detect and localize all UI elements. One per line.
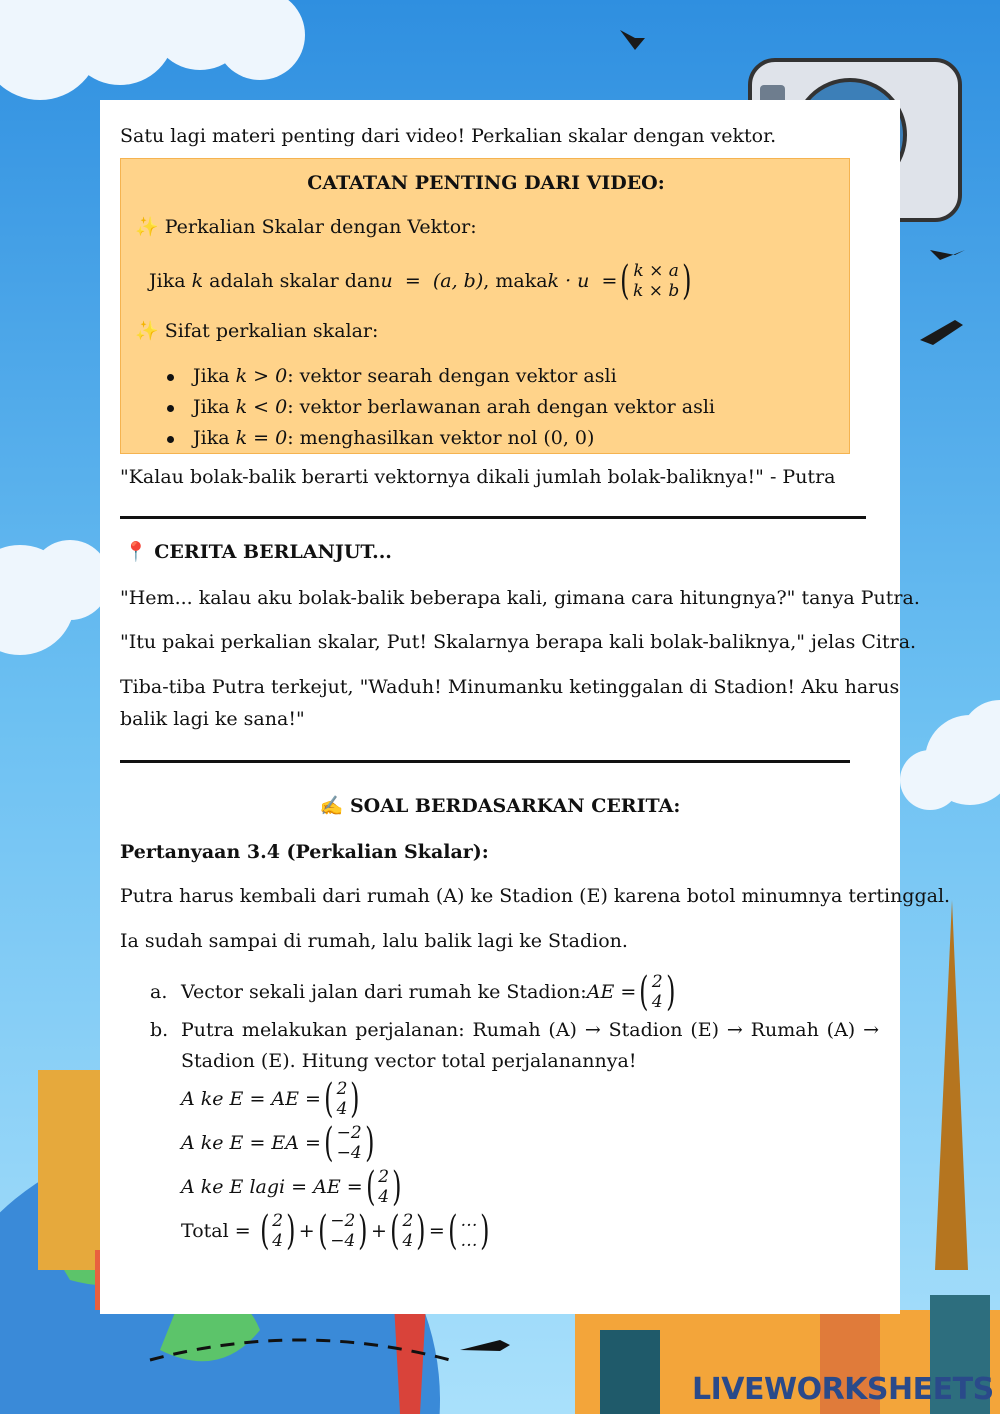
- question-text-1: Putra harus kembali dari rumah (A) ke Stadion (E) karena botol minumnya tertinggal.: [120, 885, 951, 907]
- bullet-item: [193, 395, 715, 419]
- bullet-math: k > 0: [235, 365, 288, 387]
- vector-bottom: 4: [402, 1231, 414, 1251]
- vector-step-1: ( 2 4 ): [324, 1076, 360, 1122]
- bullet-text: : menghasilkan vektor nol (0, 0): [287, 427, 595, 449]
- scalar-formula: [149, 257, 695, 305]
- writing-hand-icon: ✍️: [319, 795, 344, 817]
- bullet-text: Jika: [193, 427, 236, 449]
- equals-sign: =: [428, 1220, 445, 1242]
- blank-bottom: …: [460, 1231, 478, 1251]
- formula-u: u: [380, 270, 393, 292]
- note-heading-1: [135, 215, 477, 239]
- bullet-item: [193, 426, 594, 450]
- formula-ab: (a, b): [432, 270, 484, 292]
- total-line: [181, 1209, 493, 1253]
- step-3: [181, 1165, 405, 1209]
- note-heading-1-text: Perkalian Skalar dengan Vektor:: [164, 216, 477, 238]
- sparkles-icon: ✨: [135, 320, 159, 342]
- item-a-text: Vector sekali jalan dari rumah ke Stadion:: [181, 981, 587, 1003]
- vector-bottom: 4: [651, 992, 663, 1012]
- bullet-dot: [167, 405, 174, 412]
- formula-part: , maka: [483, 270, 548, 292]
- vector-top: k × a: [633, 261, 679, 281]
- bullet-math: k = 0: [235, 427, 288, 449]
- formula-part: Jika: [149, 270, 186, 292]
- note-heading-2-text: Sifat perkalian skalar:: [164, 320, 379, 342]
- note-title: CATATAN PENTING DARI VIDEO:: [307, 172, 665, 194]
- item-b-line-2: Stadion (E). Hitung vector total perjalanannya!: [181, 1050, 637, 1072]
- vector-top: 2: [651, 972, 663, 992]
- step-3-label: A ke E lagi = AE =: [181, 1176, 363, 1198]
- vector-total-2: ( −2 −4 ): [317, 1208, 368, 1254]
- bullet-item: [193, 364, 617, 388]
- step-1: [181, 1077, 363, 1121]
- vector-bottom: 4: [336, 1099, 348, 1119]
- formula-equals: =: [404, 270, 421, 292]
- vector-top: −2: [336, 1123, 362, 1143]
- bullet-dot: [167, 436, 174, 443]
- question-text-2: Ia sudah sampai di rumah, lalu balik lagi ke Stadion.: [120, 930, 628, 952]
- intro-text: Satu lagi materi penting dari video! Perkalian skalar dengan vektor.: [120, 125, 777, 147]
- bullet-text: : vektor searah dengan vektor asli: [287, 365, 617, 387]
- soal-title: SOAL BERDASARKAN CERITA:: [349, 795, 681, 817]
- liveworksheets-logo[interactable]: LIVEWORKSHEETS: [692, 1372, 994, 1407]
- vector-top: 2: [378, 1167, 390, 1187]
- story-title: CERITA BERLANJUT...: [154, 541, 392, 563]
- vector-bottom: −4: [330, 1231, 356, 1251]
- vector-step-3: ( 2 4 ): [365, 1164, 402, 1210]
- important-note-box: [120, 158, 850, 454]
- divider-1: [120, 516, 866, 519]
- question-title: Pertanyaan 3.4 (Perkalian Skalar):: [120, 841, 489, 863]
- vector-total-3: ( 2 4 ): [389, 1208, 426, 1254]
- vector-top: 2: [336, 1079, 348, 1099]
- total-label: Total =: [181, 1220, 251, 1242]
- formula-result-vector: ( k × a k × b ): [620, 258, 692, 304]
- formula-equals: =: [601, 270, 618, 292]
- vector-top: −2: [330, 1211, 356, 1231]
- vector-bottom: 4: [272, 1231, 284, 1251]
- formula-part: adalah skalar dan: [209, 270, 381, 292]
- vector-bottom: k × b: [633, 281, 680, 301]
- answer-vector-blank[interactable]: ( … … ): [447, 1208, 490, 1254]
- step-1-label: A ke E = AE =: [181, 1088, 321, 1110]
- item-a-label: a.: [150, 981, 168, 1003]
- step-2-label: A ke E = EA =: [181, 1132, 321, 1154]
- putra-quote: "Kalau bolak-balik berarti vektornya dikali jumlah bolak-baliknya!" - Putra: [120, 466, 836, 488]
- plus-sign: +: [298, 1220, 315, 1242]
- item-a: [181, 970, 678, 1014]
- vector-top: 2: [272, 1211, 284, 1231]
- bullet-text: Jika: [193, 396, 236, 418]
- sparkles-icon: ✨: [135, 216, 159, 238]
- bullet-dot: [167, 374, 174, 381]
- item-b-label: b.: [150, 1019, 169, 1041]
- story-heading: [124, 540, 392, 564]
- formula-ku: k · u: [547, 270, 590, 292]
- vector-top: 2: [402, 1211, 414, 1231]
- vector-step-2: ( −2 −4 ): [324, 1120, 375, 1166]
- note-heading-2: [135, 319, 378, 343]
- divider-2: [120, 760, 850, 763]
- item-a-math: AE =: [586, 981, 637, 1003]
- story-paragraph-1: "Hem... kalau aku bolak-balik beberapa kali, gimana cara hitungnya?" tanya Putra.: [120, 587, 920, 609]
- bullet-text: : vektor berlawanan arah dengan vektor asli: [287, 396, 715, 418]
- formula-k: k: [191, 270, 204, 292]
- vector-total-1: ( 2 4 ): [259, 1208, 296, 1254]
- story-paragraph-2: "Itu pakai perkalian skalar, Put! Skalarnya berapa kali bolak-baliknya," jelas Citra.: [120, 631, 917, 653]
- step-2: [181, 1121, 377, 1165]
- vector-ae: ( 2 4 ): [639, 969, 676, 1015]
- pin-icon: 📍: [124, 541, 148, 563]
- blank-top: …: [460, 1211, 478, 1231]
- item-b-line-1: Putra melakukan perjalanan: Rumah (A) → Stadion (E) → Rumah (A) →: [181, 1019, 879, 1041]
- story-paragraph-3-line-2: balik lagi ke sana!": [120, 708, 305, 730]
- bullet-math: k < 0: [235, 396, 288, 418]
- bullet-text: Jika: [193, 365, 236, 387]
- vector-bottom: 4: [378, 1187, 390, 1207]
- plus-sign: +: [370, 1220, 387, 1242]
- vector-bottom: −4: [336, 1143, 362, 1163]
- story-paragraph-3-line-1: Tiba-tiba Putra terkejut, "Waduh! Minumanku ketinggalan di Stadion! Aku harus: [120, 676, 900, 698]
- soal-heading: [0, 794, 1000, 818]
